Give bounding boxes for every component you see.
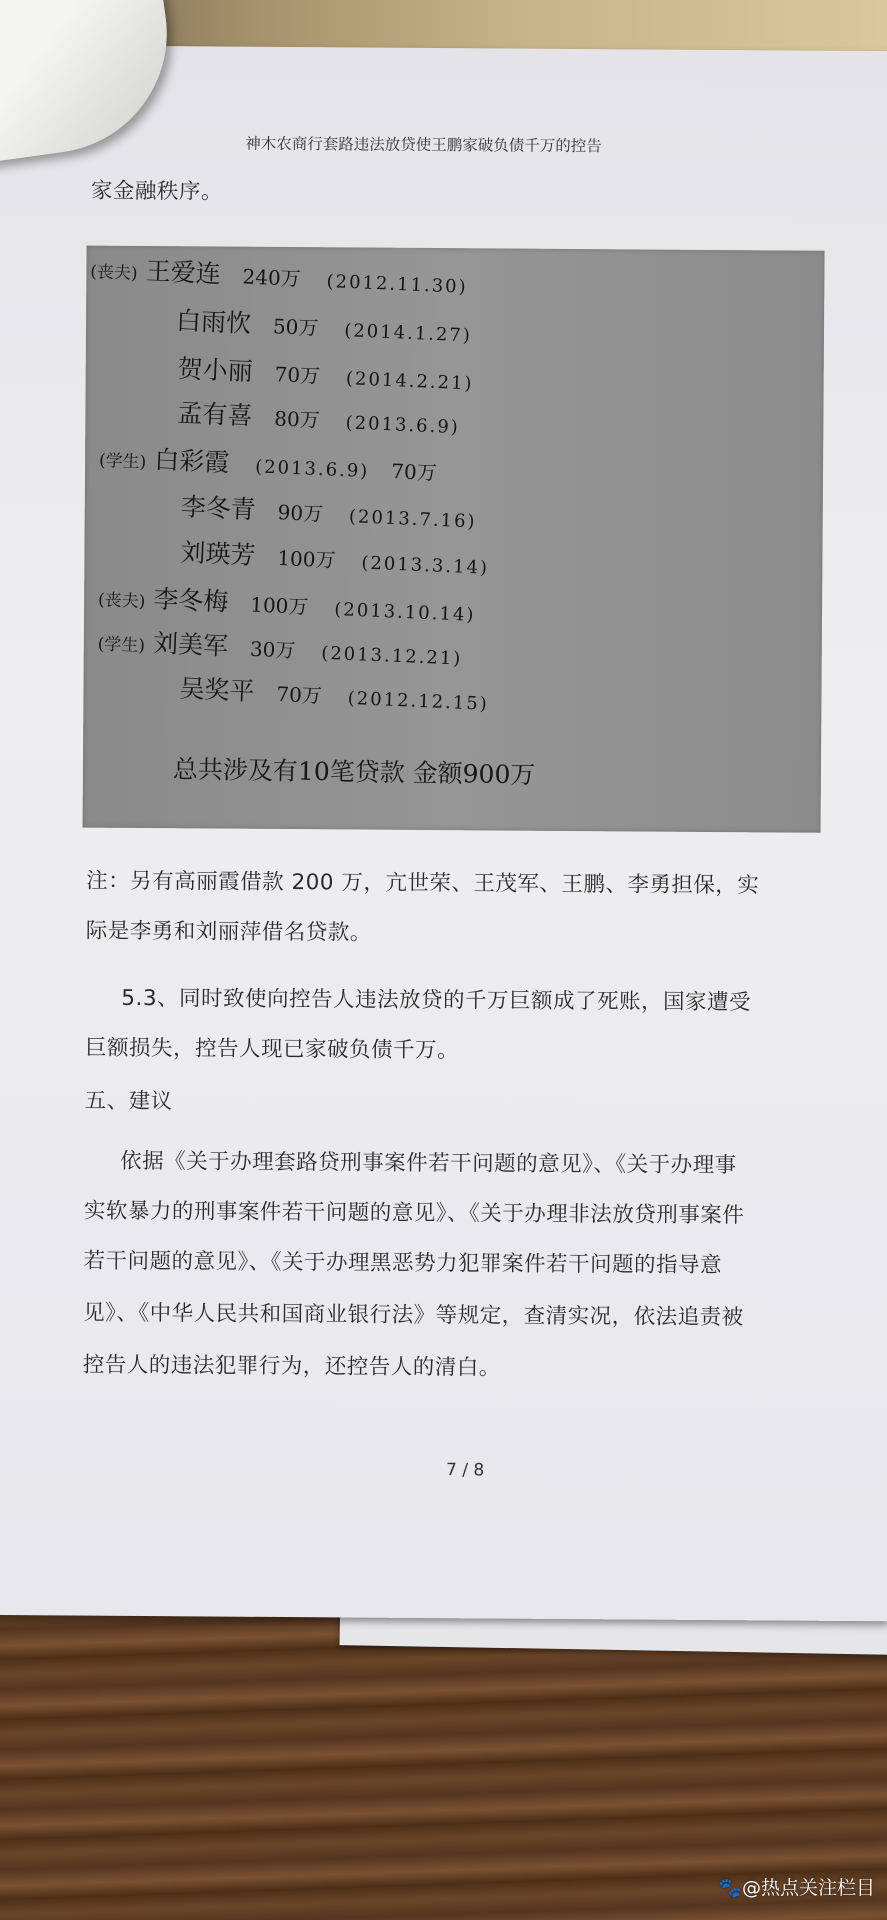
page-number: 7 / 8 xyxy=(445,1460,485,1481)
body-line: 实软暴力的刑事案件若干问题的意见》、《关于办理非法放贷刑事案件 xyxy=(83,1198,745,1229)
hw-row: 李冬青 90万 (2013.7.16) xyxy=(180,492,477,533)
hw-row: (学生) 白彩霞 (2013.6.9) 70万 xyxy=(98,445,438,485)
note-line: 际是李勇和刘丽萍借名贷款。 xyxy=(85,918,372,946)
hw-row: (丧夫) 王爱连 240万 (2012.11.30) xyxy=(89,256,469,298)
body-line: 若干问题的意见》、《关于办理黑恶势力犯罪案件若干问题的指导意 xyxy=(83,1248,723,1279)
document-page xyxy=(0,45,887,1621)
paw-icon: 🐾 xyxy=(718,1877,742,1899)
body-line: 见》、《中华人民共和国商业银行法》等规定，查清实况，依法追责被 xyxy=(83,1300,744,1331)
body-line: 5.3、同时致使向控告人违法放贷的千万巨额成了死账，国家遭受 xyxy=(121,985,752,1016)
hw-row: 孟有喜 80万 (2013.6.9) xyxy=(176,398,461,439)
hw-row: 刘瑛芳 100万 (2013.3.14) xyxy=(179,537,490,579)
body-line: 依据《关于办理套路贷刑事案件若干问题的意见》、《关于办理事 xyxy=(120,1148,737,1179)
hw-row: 贺小丽 70万 (2014.2.21) xyxy=(177,354,474,395)
note-line: 注：另有高丽霞借款 200 万，亢世荣、王茂军、王鹏、李勇担保，实 xyxy=(86,868,760,899)
body-line: 家金融秩序。 xyxy=(90,178,224,205)
watermark-text: @热点关注栏目 xyxy=(741,1877,875,1899)
hw-row: 白雨忺 50万 (2014.1.27) xyxy=(175,306,473,347)
watermark xyxy=(718,1873,875,1900)
body-line: 巨额损失，控告人现已家破负债千万。 xyxy=(84,1035,460,1064)
section-heading: 五、建议 xyxy=(84,1088,173,1115)
handwritten-scan xyxy=(83,246,825,833)
hw-row: (丧夫) 李冬梅 100万 (2013.10.14) xyxy=(97,584,476,626)
running-header: 神木农商行套路违法放贷使王鹏家破负债千万的控告 xyxy=(245,134,602,156)
hw-row: (学生) 刘美军 30万 (2013.12.21) xyxy=(97,628,463,670)
hw-total: 总共涉及有10笔贷款 金额900万 xyxy=(172,754,536,790)
body-line: 控告人的违法犯罪行为，还控告人的清白。 xyxy=(82,1352,501,1381)
hw-row: 吴奖平 70万 (2012.12.15) xyxy=(178,673,490,715)
